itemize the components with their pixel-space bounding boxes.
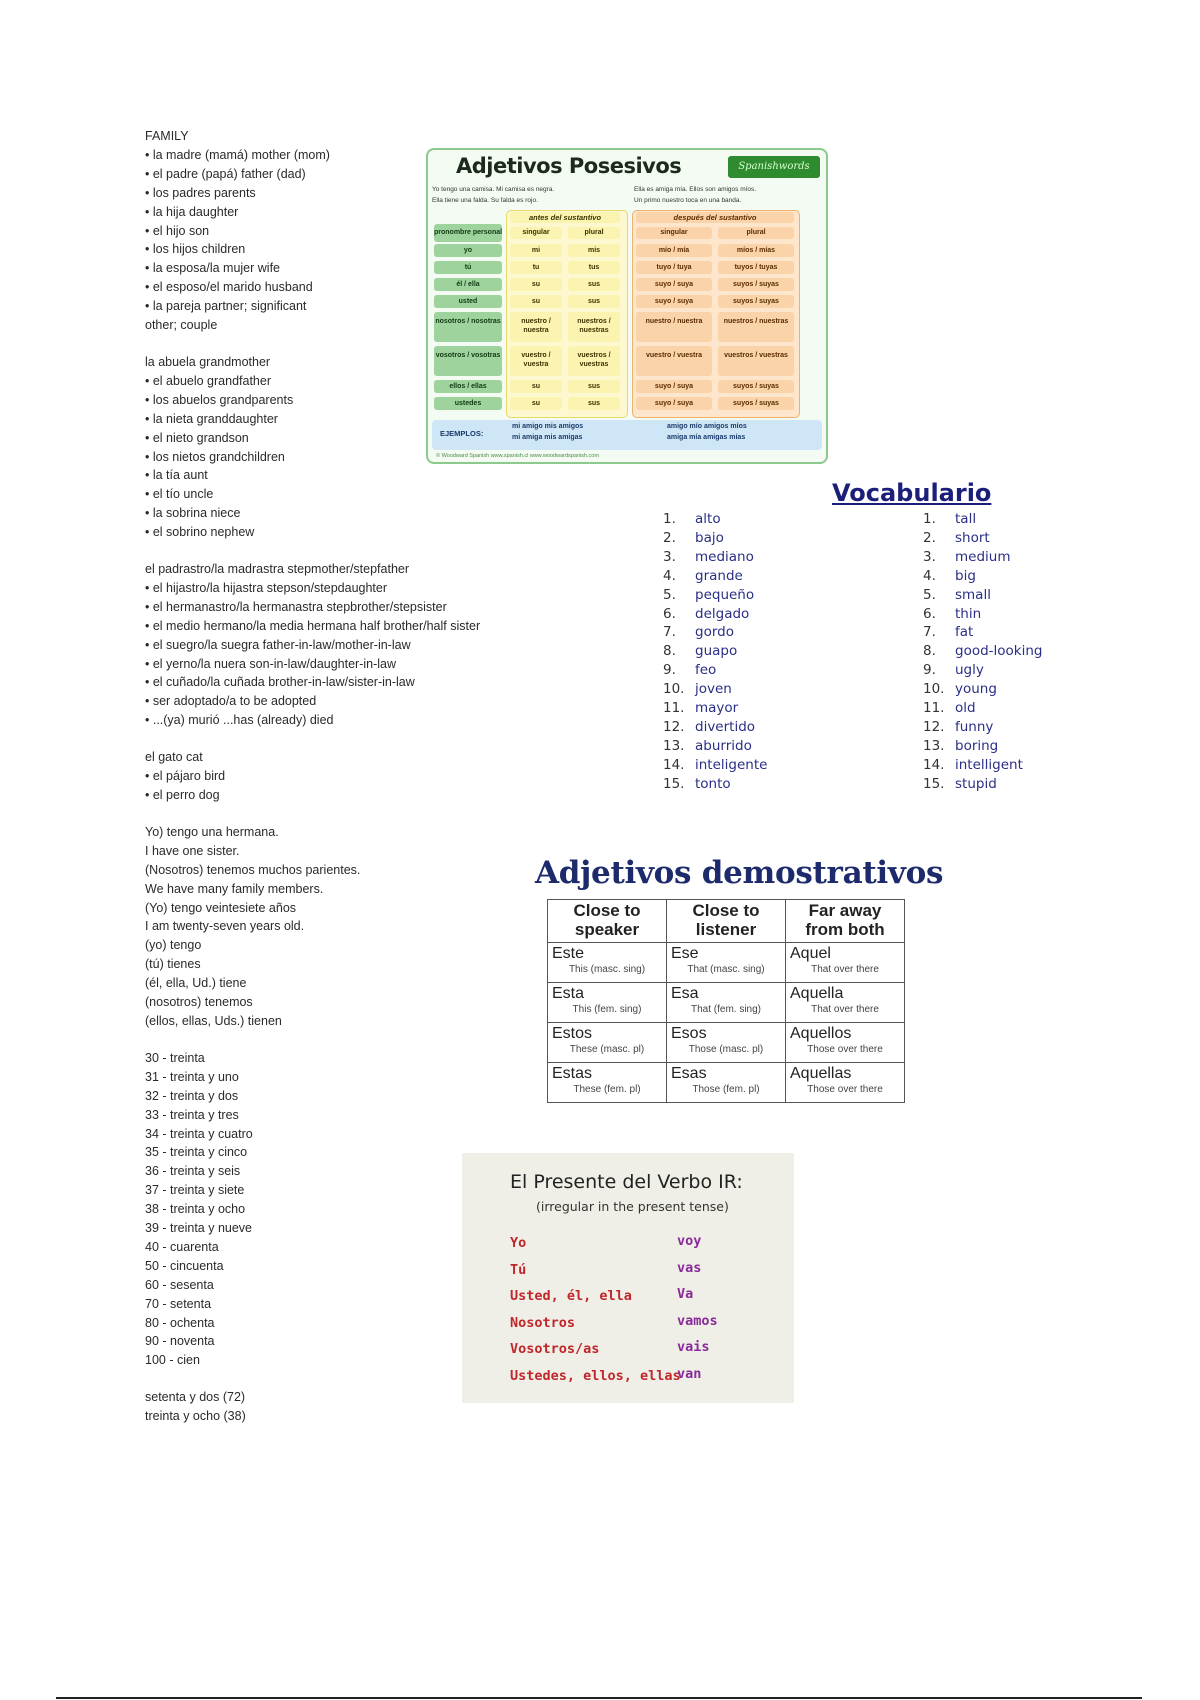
note-line: 37 - treinta y siete: [145, 1183, 245, 1198]
vocab-item-en: [923, 737, 1043, 756]
note-line: el padrastro/la madrastra stepmother/stepfather: [145, 562, 410, 577]
posesivo-cell: nosotros / nosotras: [434, 312, 502, 342]
demo-meaning: This (masc. sing): [568, 964, 646, 975]
note-line: • el hijo son: [145, 223, 210, 238]
vocab-item-es: [663, 737, 767, 756]
note-line: • ser adoptado/a to be adopted: [145, 694, 317, 709]
demo-row: [548, 1023, 905, 1063]
vocab-item-en: [923, 567, 1043, 586]
example-left-2: Ella tiene una falda. Su falda es rojo.: [432, 197, 538, 204]
posesivo-cell: suyos / suyas: [718, 295, 794, 308]
pets-group: [145, 748, 565, 805]
vocab-word: tonto: [695, 775, 731, 792]
vocab-item-es: [663, 586, 767, 605]
note-line: el gato cat: [145, 750, 203, 765]
posesivo-cell: tuyo / tuya: [636, 261, 712, 274]
note-line: • el nieto grandson: [145, 430, 249, 445]
note-line: • el esposo/el marido husband: [145, 280, 313, 295]
vocab-number: 5.: [663, 586, 676, 603]
demo-word: Aquel: [790, 945, 831, 962]
note-line: (Nosotros) tenemos muchos parientes.: [145, 862, 361, 877]
note-line: • la tía aunt: [145, 468, 208, 483]
posesivo-cell: su: [510, 295, 562, 308]
vocab-number: 15.: [663, 775, 685, 792]
note-line: 33 - treinta y tres: [145, 1107, 239, 1122]
demo-cell: [667, 1063, 786, 1103]
demo-cell: [548, 1063, 667, 1103]
note-line: other; couple: [145, 318, 218, 333]
vocab-number: 9.: [923, 662, 936, 679]
posesivo-cell: usted: [434, 295, 502, 308]
verbo-ir-card: [462, 1153, 794, 1403]
note-line: 100 - cien: [145, 1353, 200, 1368]
ir-form: vamos: [677, 1312, 718, 1329]
demo-meaning: This (fem. sing): [572, 1004, 642, 1015]
note-line: treinta y ocho (38): [145, 1409, 246, 1424]
posesivo-cell: nuestro / nuestra: [636, 312, 712, 342]
posesivo-cell: suyo / suya: [636, 397, 712, 410]
header-after: después del sustantivo: [636, 212, 794, 223]
vocab-number: 10.: [663, 681, 685, 698]
demo-word: Aquellas: [790, 1065, 852, 1082]
note-line: 39 - treinta y nueve: [145, 1221, 253, 1236]
demo-cell: [548, 1023, 667, 1063]
note-line: • el tío uncle: [145, 487, 214, 502]
vocab-number: 14.: [923, 756, 945, 773]
ir-pronoun: Usted, él, ella: [510, 1288, 632, 1304]
header-far-away: Far away from both: [786, 900, 905, 943]
col-plural-after: plural: [718, 227, 794, 239]
note-line: • la sobrina niece: [145, 506, 241, 521]
note-line: setenta y dos (72): [145, 1390, 246, 1405]
demo-row: [548, 943, 905, 983]
vocab-item-en: [923, 680, 1043, 699]
ir-form: Va: [677, 1286, 694, 1302]
vocab-number: 15.: [923, 775, 945, 792]
vocab-item-en: [923, 529, 1043, 548]
posesivo-cell: sus: [568, 295, 620, 308]
example-right-1: Ella es amiga mía. Ellos son amigos míos.: [634, 186, 757, 193]
vocab-item-en: [923, 642, 1043, 661]
example-left-1: Yo tengo una camisa. Mi camisa es negra.: [432, 186, 555, 193]
note-line: I am twenty-seven years old.: [145, 919, 305, 934]
vocab-word: bajo: [695, 529, 724, 546]
posesivos-chart: [426, 148, 828, 464]
vocab-item-en: [923, 510, 1043, 529]
vocab-word: mediano: [695, 548, 754, 565]
note-line: • la nieta granddaughter: [145, 411, 278, 426]
vocab-item-es: [663, 680, 767, 699]
posesivo-cell: tuyos / tuyas: [718, 261, 794, 274]
posesivo-cell: nuestros / nuestras: [718, 312, 794, 342]
note-line: la abuela grandmother: [145, 354, 271, 369]
note-line: • los abuelos grandparents: [145, 392, 294, 407]
vocab-item-en: [923, 623, 1043, 642]
demo-meaning: That (masc. sing): [687, 964, 765, 975]
demo-word: Esas: [671, 1065, 707, 1082]
demo-meaning: Those (fem. pl): [692, 1084, 760, 1095]
demo-cell: [786, 943, 905, 983]
demo-word: Esta: [552, 985, 585, 1002]
demo-meaning: That over there: [811, 964, 879, 975]
family-group-3: [145, 560, 565, 730]
vocab-word: aburrido: [695, 737, 752, 754]
note-line: • ...(ya) murió ...has (already) died: [145, 713, 334, 728]
header-close-listener: Close to listener: [667, 900, 786, 943]
vocab-translation: big: [955, 567, 976, 584]
vocab-item-en: [923, 756, 1043, 775]
example-right-2: Un primo nuestro toca en una banda.: [634, 197, 742, 204]
demo-word: Estos: [552, 1025, 593, 1042]
note-line: • los nietos grandchildren: [145, 449, 285, 464]
note-line: • el abuelo grandfather: [145, 373, 271, 388]
posesivo-cell: él / ella: [434, 278, 502, 291]
header-close-speaker: Close to speaker: [548, 900, 667, 943]
vocab-item-es: [663, 642, 767, 661]
posesivos-example-right: [634, 184, 756, 206]
note-line: • el pájaro bird: [145, 769, 226, 784]
demo-word: Aquella: [790, 985, 844, 1002]
ir-pronoun: Ustedes, ellos, ellas: [510, 1367, 681, 1384]
note-line: • el yerno/la nuera son-in-law/daughter-in-law: [145, 656, 397, 671]
vocab-number: 4.: [923, 567, 936, 584]
vocab-number: 13.: [663, 737, 685, 754]
posesivo-cell: suyos / suyas: [718, 397, 794, 410]
vocab-number: 5.: [923, 586, 936, 603]
vocab-word: joven: [695, 681, 732, 698]
note-line: • la pareja partner; significant: [145, 299, 307, 314]
note-line: 50 - cincuenta: [145, 1258, 224, 1273]
posesivo-cell: mío / mía: [636, 244, 712, 257]
demo-meaning: These (fem. pl): [573, 1084, 641, 1095]
posesivo-cell: tus: [568, 261, 620, 274]
note-line: 31 - treinta y uno: [145, 1069, 239, 1084]
vocab-item-en: [923, 586, 1043, 605]
verbo-ir-subtitle: (irregular in the present tense): [536, 1199, 729, 1214]
demo-cell: [667, 983, 786, 1023]
vocab-item-es: [663, 623, 767, 642]
posesivo-cell: tu: [510, 261, 562, 274]
vocab-word: guapo: [695, 643, 738, 660]
posesivo-cell: sus: [568, 397, 620, 410]
posesivo-cell: yo: [434, 244, 502, 257]
note-line: • el cuñado/la cuñada brother-in-law/sister-in-law: [145, 675, 415, 690]
col-singular: singular: [510, 227, 562, 239]
demostrativos-title: Adjetivos demostrativos: [535, 855, 944, 891]
posesivo-cell: suyo / suya: [636, 278, 712, 291]
note-line: 40 - cuarenta: [145, 1239, 219, 1254]
vocab-word: inteligente: [695, 756, 768, 773]
note-line: • la madre (mamá) mother (mom): [145, 147, 330, 162]
posesivo-cell: tú: [434, 261, 502, 274]
vocab-word: mayor: [695, 700, 739, 717]
vocab-number: 2.: [663, 529, 676, 546]
posesivo-cell: vuestros / vuestras: [718, 346, 794, 376]
vocab-item-en: [923, 661, 1043, 680]
posesivos-example-left: [432, 184, 554, 206]
posesivo-cell: ellos / ellas: [434, 380, 502, 393]
vocab-translation: boring: [955, 737, 999, 754]
ir-form: vas: [677, 1259, 702, 1276]
posesivo-cell: su: [510, 397, 562, 410]
note-line: • los hijos children: [145, 242, 246, 257]
vocab-number: 1.: [923, 511, 936, 527]
vocab-translation: good-looking: [955, 643, 1043, 660]
note-line: 90 - noventa: [145, 1334, 215, 1349]
demo-word: Ese: [671, 945, 699, 962]
note-line: • el perro dog: [145, 788, 220, 802]
vocab-number: 1.: [663, 511, 676, 527]
posesivo-cell: suyos / suyas: [718, 278, 794, 291]
ir-pronoun: Nosotros: [510, 1314, 576, 1331]
ir-form: van: [677, 1365, 702, 1382]
vocab-number: 11.: [923, 700, 945, 717]
ejemplo-3: amigo mío amigos míos: [667, 423, 747, 430]
note-line: (él, ella, Ud.) tiene: [145, 976, 247, 991]
ir-form: voy: [677, 1233, 702, 1249]
vocab-number: 6.: [663, 605, 676, 622]
posesivos-title: Adjetivos Posesivos: [456, 154, 682, 178]
posesivos-logo: Spanishwords: [728, 156, 820, 178]
posesivo-cell: suyos / suyas: [718, 380, 794, 393]
posesivo-cell: suyo / suya: [636, 295, 712, 308]
vocab-number: 7.: [923, 624, 936, 641]
posesivo-cell: sus: [568, 278, 620, 291]
demo-word: Aquellos: [790, 1025, 852, 1042]
vocab-number: 3.: [663, 548, 676, 565]
note-line: • el hermanastro/la hermanastra stepbrother/stepsister: [145, 599, 447, 614]
note-line: • el padre (papá) father (dad): [145, 166, 306, 181]
vocab-number: 7.: [663, 624, 676, 641]
vocab-item-en: [923, 605, 1043, 624]
note-line: • el suegro/la suegra father-in-law/mother-in-law: [145, 637, 411, 652]
demo-cell: [548, 983, 667, 1023]
demo-word: Esa: [671, 985, 699, 1002]
note-line: Yo) tengo una hermana.: [145, 824, 279, 839]
demo-meaning: These (masc. pl): [569, 1044, 645, 1055]
note-line: • la hija daughter: [145, 204, 239, 219]
vocab-item-es: [663, 661, 767, 680]
col-plural: plural: [568, 227, 620, 239]
demo-meaning: Those over there: [807, 1044, 883, 1055]
header-before: antes del sustantivo: [510, 212, 620, 223]
vocab-translation: stupid: [955, 775, 997, 792]
note-line: We have many family members.: [145, 881, 324, 896]
posesivo-cell: vuestro / vuestra: [636, 346, 712, 376]
demo-meaning: Those (masc. pl): [688, 1044, 764, 1055]
vocab-translation: medium: [955, 548, 1011, 565]
posesivo-cell: vuestros / vuestras: [568, 346, 620, 376]
vocab-translation: funny: [955, 718, 994, 735]
demo-cell: [786, 1023, 905, 1063]
vocab-word: grande: [695, 567, 743, 584]
demo-meaning: That over there: [811, 1004, 879, 1015]
vocab-number: 8.: [663, 643, 676, 660]
posesivos-ejemplos: [432, 420, 822, 450]
note-line: 70 - setenta: [145, 1296, 212, 1311]
note-line: • el medio hermano/la media hermana half brother/half sister: [145, 618, 481, 633]
vocab-item-es: [663, 605, 767, 624]
vocab-item-es: [663, 529, 767, 548]
note-line: • los padres parents: [145, 185, 256, 200]
vocab-number: 6.: [923, 605, 936, 622]
family-heading: FAMILY: [145, 129, 189, 143]
vocab-translation: small: [955, 586, 991, 603]
note-line: 36 - treinta y seis: [145, 1164, 241, 1179]
vocab-word: alto: [695, 511, 721, 527]
vocab-translation: old: [955, 700, 976, 717]
demo-word: Este: [552, 945, 585, 962]
col-singular-after: singular: [636, 227, 712, 239]
note-line: 80 - ochenta: [145, 1315, 215, 1330]
demo-cell: [548, 943, 667, 983]
demo-row: [548, 983, 905, 1023]
demostrativos-table: [547, 899, 905, 1103]
posesivo-cell: su: [510, 380, 562, 393]
note-line: I have one sister.: [145, 843, 240, 858]
vocab-translation: short: [955, 529, 990, 546]
vocab-translation: intelligent: [955, 756, 1023, 773]
posesivo-cell: vosotros / vosotras: [434, 346, 502, 376]
ejemplo-4: amiga mía amigas mías: [667, 434, 746, 441]
vocabulario-english-list: [923, 510, 1043, 794]
posesivo-cell: mis: [568, 244, 620, 257]
demo-cell: [667, 943, 786, 983]
note-line: (tú) tienes: [145, 957, 201, 972]
posesivo-cell: míos / mías: [718, 244, 794, 257]
vocab-number: 2.: [923, 529, 936, 546]
ejemplos-label: EJEMPLOS:: [440, 429, 484, 438]
note-line: 35 - treinta y cinco: [145, 1145, 248, 1160]
vocab-translation: ugly: [955, 662, 984, 679]
vocabulario-spanish-list: [663, 510, 767, 794]
vocab-number: 14.: [663, 756, 685, 773]
vocab-word: delgado: [695, 605, 750, 622]
vocab-number: 12.: [663, 718, 685, 735]
vocab-word: divertido: [695, 718, 756, 735]
vocab-number: 4.: [663, 567, 676, 584]
note-line: 60 - sesenta: [145, 1277, 214, 1292]
vocab-item-es: [663, 718, 767, 737]
posesivos-footer: © Woodward Spanish www.spanish.cl www.woodwardspanish.com: [436, 453, 599, 459]
vocab-item-es: [663, 756, 767, 775]
posesivo-cell: sus: [568, 380, 620, 393]
posesivo-cell: ustedes: [434, 397, 502, 410]
bottom-divider: [56, 1697, 1142, 1699]
note-line: (Yo) tengo veintesiete años: [145, 900, 297, 915]
posesivo-cell: suyo / suya: [636, 380, 712, 393]
vocab-number: 3.: [923, 548, 936, 565]
ir-pronoun: Yo: [510, 1235, 527, 1251]
ir-pronoun: Vosotros/as: [510, 1341, 600, 1357]
vocab-number: 10.: [923, 681, 945, 698]
vocab-item-es: [663, 510, 767, 529]
demo-meaning: Those over there: [807, 1084, 883, 1095]
vocab-translation: thin: [955, 605, 982, 622]
vocab-item-es: [663, 775, 767, 794]
vocab-word: feo: [695, 662, 717, 679]
posesivo-cell: mi: [510, 244, 562, 257]
vocab-item-es: [663, 548, 767, 567]
ir-form: vais: [677, 1339, 710, 1355]
demo-meaning: That (fem. sing): [690, 1004, 762, 1015]
note-line: (nosotros) tenemos: [145, 995, 253, 1010]
posesivo-cell: nuestro / nuestra: [510, 312, 562, 342]
vocab-item-en: [923, 775, 1043, 794]
vocab-number: 13.: [923, 737, 945, 754]
note-line: 34 - treinta y cuatro: [145, 1126, 253, 1141]
note-line: (ellos, ellas, Uds.) tienen: [145, 1013, 282, 1028]
note-line: • la esposa/la mujer wife: [145, 261, 280, 276]
vocab-item-en: [923, 718, 1043, 737]
posesivo-cell: vuestro / vuestra: [510, 346, 562, 376]
vocab-number: 12.: [923, 718, 945, 735]
demo-word: Esos: [671, 1025, 707, 1042]
ejemplo-1: mi amigo mis amigos: [512, 423, 584, 430]
vocab-number: 9.: [663, 662, 676, 679]
posesivo-cell: nuestros / nuestras: [568, 312, 620, 342]
vocab-translation: young: [955, 681, 997, 698]
note-line: 38 - treinta y ocho: [145, 1202, 246, 1217]
demo-cell: [786, 1063, 905, 1103]
demo-cell: [667, 1023, 786, 1063]
ir-pronoun: Tú: [510, 1261, 527, 1278]
vocab-word: pequeño: [695, 586, 755, 603]
vocab-translation: fat: [955, 624, 974, 641]
vocabulario-title: Vocabulario: [832, 479, 992, 507]
vocab-item-en: [923, 699, 1043, 718]
tener-examples: [145, 823, 565, 1031]
vocab-item-es: [663, 699, 767, 718]
verbo-ir-title: El Presente del Verbo IR:: [510, 1171, 743, 1193]
ejemplo-2: mi amiga mis amigas: [512, 434, 583, 441]
note-line: • el sobrino nephew: [145, 525, 255, 540]
demo-cell: [786, 983, 905, 1023]
vocab-word: gordo: [695, 624, 734, 641]
note-line: • el hijastro/la hijastra stepson/stepdaughter: [145, 580, 388, 595]
note-line: 32 - treinta y dos: [145, 1088, 239, 1103]
vocab-number: 8.: [923, 643, 936, 660]
note-line: (yo) tengo: [145, 938, 202, 953]
vocab-item-en: [923, 548, 1043, 567]
note-line: 30 - treinta: [145, 1050, 205, 1065]
col-pronoun: pronombre personal: [434, 224, 502, 242]
posesivo-cell: su: [510, 278, 562, 291]
demo-word: Estas: [552, 1065, 593, 1082]
demo-row: [548, 1063, 905, 1103]
vocab-translation: tall: [955, 511, 977, 527]
vocab-number: 11.: [663, 700, 685, 717]
vocab-item-es: [663, 567, 767, 586]
